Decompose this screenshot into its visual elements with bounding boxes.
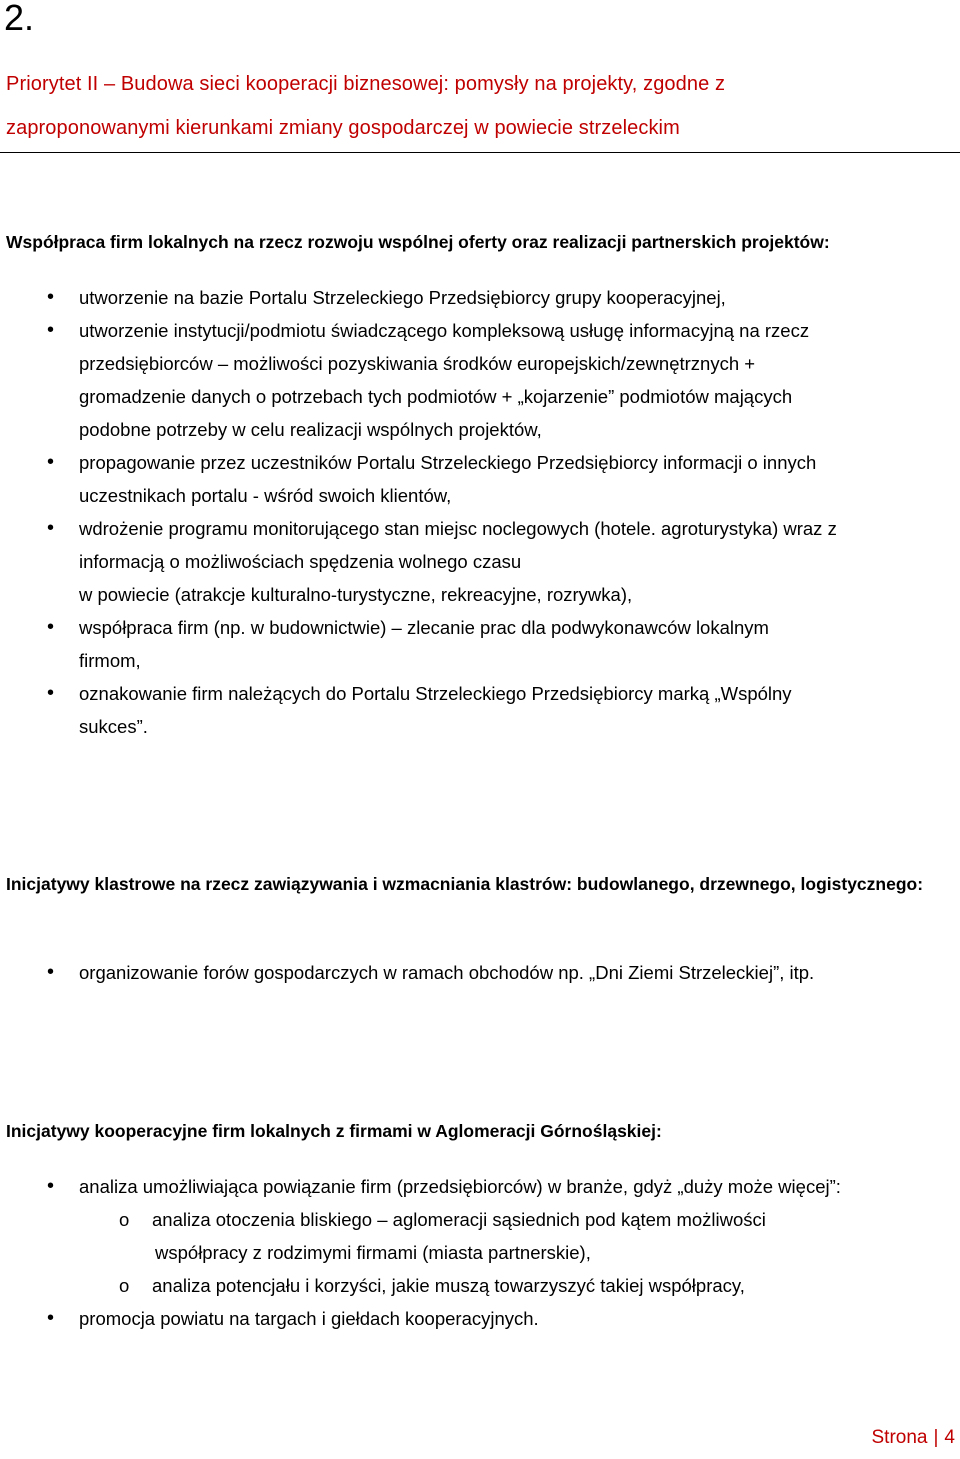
list-item: propagowanie przez uczestników Portalu Strzeleckiego Przedsiębiorcy informacji o innych uczestnikach portalu - wśród swoich klientów, [79,452,817,506]
bullet-icon: • [47,682,55,704]
list-item: promocja powiatu na targach i giełdach kooperacyjnych. [79,1308,539,1329]
bullet-icon: • [47,451,55,473]
priority-heading-line-2: zaproponowanymi kierunkami zmiany gospodarczej w powiecie strzeleckim [6,117,680,139]
list-item: oznakowanie firm należących do Portalu Strzeleckiego Przedsiębiorcy marką „Wspólny sukces”. [79,683,792,737]
bullet-icon: • [47,961,55,983]
list-item: współpraca firm (np. w budownictwie) – zlecanie prac dla podwykonawców lokalnym firmom, [79,617,769,671]
list-item: utworzenie na bazie Portalu Strzeleckiego Przedsiębiorcy grupy kooperacyjnej, [79,287,726,308]
heading-divider [0,152,960,153]
section-title-cooperation: Współpraca firm lokalnych na rzecz rozwoju wspólnej oferty oraz realizacji partnerskich projektów: [6,232,830,252]
page-number: 4 [944,1427,955,1448]
section-number: 2. [4,0,35,38]
bullet-icon: • [47,1307,55,1329]
section-title-agglomeration: Inicjatywy kooperacyjne firm lokalnych z firmami w Aglomeracji Górnośląskiej: [6,1121,662,1141]
sub-bullet-marker: o [119,1275,130,1296]
bullet-icon: • [47,1175,55,1197]
list-item: utworzenie instytucji/podmiotu świadczącego kompleksową usługę informacyjną na rzecz przedsiębiorców – możliwości pozyskiwania środków europejskich/zewnętrznych + gromadzenie danych o potrzebach tych podmiotów + „kojarzenie” podmiotów mających podobne potrzeby w celu realizacji wspólnych projektów, [79,320,810,440]
list-item: analiza umożliwiająca powiązanie firm (przedsiębiorców) w branże, gdyż „duży może więcej”: [79,1176,841,1197]
footer-label: Strona [871,1427,928,1448]
section-title-clusters: Inicjatywy klastrowe na rzecz zawiązywania i wzmacniania klastrów: budowlanego, drzewnego, logistycznego: [6,874,924,894]
bullet-icon: • [47,517,55,539]
list-item: wdrożenie programu monitorującego stan miejsc noclegowych (hotele. agroturystyka) wraz z informacją o możliwościach spędzenia wolnego czasu w powiecie (atrakcje kulturalno-turystyczne, rekreacyjne, rozrywka), [79,518,837,605]
sub-bullet-marker: o [119,1209,130,1230]
sub-list-item: analiza otoczenia bliskiego – aglomeracji sąsiednich pod kątem możliwości [152,1209,766,1230]
list-item: organizowanie forów gospodarczych w ramach obchodów np. „Dni Ziemi Strzeleckiej”, itp. [79,962,815,983]
priority-heading-line-1: Priorytet II – Budowa sieci kooperacji biznesowej: pomysły na projekty, zgodne z [6,73,726,95]
sub-list-item: analiza potencjału i korzyści, jakie muszą towarzyszyć takiej współpracy, [152,1275,745,1296]
bullet-icon: • [47,286,55,308]
footer-separator: | [933,1427,939,1448]
page-footer [872,1423,956,1453]
bullet-icon: • [47,616,55,638]
sub-list-item-continuation: współpracy z rodzimymi firmami (miasta partnerskie), [155,1242,591,1263]
bullet-icon: • [47,319,55,341]
